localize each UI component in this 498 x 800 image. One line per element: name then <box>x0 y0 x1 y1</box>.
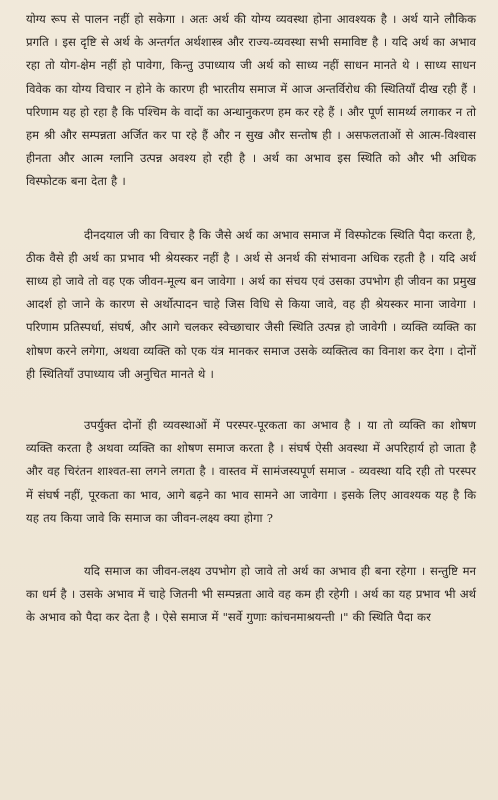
paragraph-2: दीनदयाल जी का विचार है कि जैसे अर्थ का अभाव समाज में विस्फोटक स्थिति पैदा करता है, ठीक वैसे ही अर्थ का प्रभाव भी श्रेयस्कर नहीं है । अर्थ से अनर्थ की संभावना अधिक रहती है । यदि अर्थ साध्य हो जावे तो वह एक जीवन-मूल्य बन जावेगा । अर्थ का संचय एवं उसका उपभोग ही जीवन का प्रमुख आदर्श हो जाने के कारण से अर्थोत्पादन चाहे जिस विधि से किया जावे, वह ही श्रेयस्कर माना जावेगा । परिणाम प्रतिस्पर्धा, संघर्ष, और आगे चलकर स्वेच्छाचार जैसी स्थिति उत्पन्न हो जावेगी । व्यक्ति व्यक्ति का शोषण करने लगेगा, अथवा व्यक्ति को एक यंत्र मानकर समाज उसके व्यक्तित्व का विनाश कर देगा । दोनों ही स्थितियाँ उपाध्याय जी अनुचित मानते थे । <box>26 227 477 381</box>
paragraph-4: यदि समाज का जीवन-लक्ष्य उपभोग हो जावे तो अर्थ का अभाव ही बना रहेगा । सन्तुष्टि मन का धर्म है । उसके अभाव में चाहे जितनी भी सम्पन्नता आवे वह कम ही रहेगी । अर्थ का यह प्रभाव भी अर्थ के अभाव को पैदा कर देता है । ऐसे समाज में "सर्वे गुणाः कांचनमाश्रयन्ती ।" की स्थिति पैदा कर <box>26 564 476 625</box>
paragraph-3: उपर्युक्त दोनों ही व्यवस्थाओं में परस्पर-पूरकता का अभाव है । या तो व्यक्ति का शोषण व्यक्ति करता है अथवा व्यक्ति का शोषण समाज करता है । संघर्ष ऐसी अवस्था में अपरिहार्य हो जाता है और वह चिरंतन शाश्वत-सा लगने लगता है । वास्तव में सामंजस्यपूर्ण समाज - व्यवस्था यदि रही तो परस्पर में संघर्ष नहीं, पूरकता का भाव, आगे बढ़ने का भाव सामने आ जावेगा । इसके लिए आवश्यक यह है कि यह तय किया जावे कि समाज का जीवन-लक्ष्य क्या होगा ? <box>26 418 476 525</box>
paragraph-1: योग्य रूप से पालन नहीं हो सकेगा । अतः अर्थ की योग्य व्यवस्था होना आवश्यक है । अर्थ याने लौकिक प्रगति । इस दृष्टि से अर्थ के अन्तर्गत अर्थशास्त्र और राज्य-व्यवस्था सभी समाविष्ट है । यदि अर्थ का अभाव रहा तो योग-क्षेम नहीं हो पावेगा, किन्तु उपाध्याय जी अर्थ को साध्य नहीं साधन मानते थे । साध्य साधन विवेक का योग्य विचार न होने के कारण ही भारतीय समाज में आज अन्तर्विरोध की स्थितियाँ दीख रही हैं । परिणाम यह हो रहा है कि पश्चिम के वादों का अन्धानुकरण हम कर रहे हैं । और पूर्ण सामर्थ्य लगाकर न तो हम श्री और सम्पन्नता अर्जित कर पा रहे हैं और न सुख और सन्तोष ही । असफलताओं से आत्म-विश्वास हीनता और आत्म ग्लानि उत्पन्न अवश्य हो रही है । अर्थ का अभाव इस स्थिति को और भी अधिक विस्फोटक बना देता है । <box>26 12 476 189</box>
